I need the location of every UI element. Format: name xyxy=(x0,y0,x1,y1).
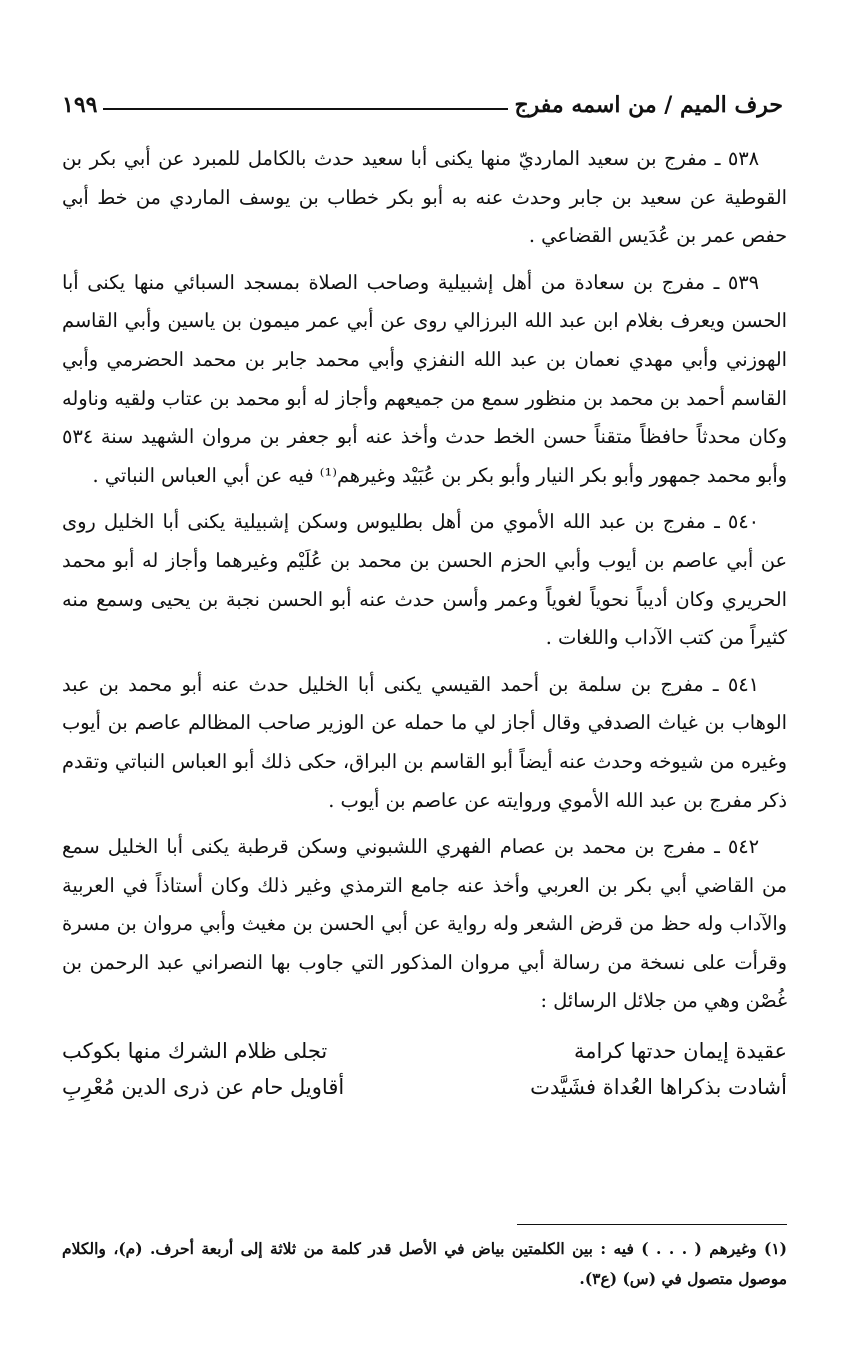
verse-line xyxy=(62,1033,787,1069)
entry-text: ـ مفرج بن سلمة بن أحمد القيسي يكنى أبا الخليل حدث عنه أبو محمد بن عبد الوهاب بن غياث الصدفي وقال أجاز لي ما حمله عن الوزير صاحب المظالم عاصم بن أيوب وغيره من شيوخه وحدث عنه أيضاً أبو القاسم بن البراق، حكى ذلك أبو العباس النباتي وتقدم ذكر مفرج بن عبد الله الأموي وروايته عن عاصم بن أيوب . xyxy=(62,672,787,812)
page-number: ١٩٩ xyxy=(62,92,98,118)
verse-second-hemistich: أقاويل حام عن ذرى الدين مُعْرِبِ xyxy=(62,1075,345,1100)
footnote: (١) وغيرهم ( . . . ) فيه : بين الكلمتين بياض في الأصل قدر كلمة من ثلاثة إلى أربعة أحرف. (م)، والكلام موصول متصول في (س) (ع٣). xyxy=(62,1239,787,1288)
entry-number: ٥٣٩ xyxy=(727,270,759,294)
entry-number: ٥٤١ xyxy=(727,672,759,696)
entry-text: ـ مفرج بن سعادة من أهل إشبيلية وصاحب الصلاة بمسجد السبائي منها يكنى أبا الحسن ويعرف بغلام ابن عبد الله البرزالي روى عن أبي عمر ميمون بن ياسين وأبي القاسم الهوزني وأبي مهدي نعمان بن عبد الله النفزي وأبي محمد جابر بن محمد الحضرمي وأبي القاسم أحمد بن محمد بن منظور سمع من جميعهم وأجاز له أبو محمد بن عتاب ولقيه وناوله وكان محدثاً حافظاً متقناً حسن الخط حدث وأخذ عنه أبو جعفر بن مروان الشهيد سنة ٥٣٤ وأبو محمد جمهور وأبو بكر النيار وأبو بكر بن عُبَيْد وغيرهم⁽¹⁾ فيه عن أبي العباس النباتي . xyxy=(62,270,787,487)
footnote-separator xyxy=(517,1224,787,1225)
page-body xyxy=(62,140,787,1105)
entry-539 xyxy=(62,264,787,496)
entry-text: ـ مفرج بن محمد بن عصام الفهري اللشبوني وسكن قرطبة يكنى أبا الخليل سمع من القاضي أبي بكر بن العربي وأخذ عنه جامع الترمذي وغير ذلك وكان أستاذاً في العربية والآداب وله حظ من قرض الشعر وله رواية عن أبي الحسن بن مغيث وأبي مروان بن مسرة وقرأت على نسخة من رسالة أبي مروان المذكور التي جاوب بها النصراني عبد الرحمن بن غُصْن وهي من جلائل الرسائل : xyxy=(62,835,787,1013)
entry-538 xyxy=(62,140,787,256)
header-rule xyxy=(103,108,508,110)
entry-number: ٥٤٢ xyxy=(727,835,759,859)
entry-text: ـ مفرج بن عبد الله الأموي من أهل بطليوس وسكن إشبيلية يكنى أبا الخليل روى عن أبي عاصم بن أيوب وأبي الحزم الحسن بن محمد بن عُلَيْم وغيرهما وأجاز له أبو محمد الحريري وكان أديباً نحوياً لغوياً وعمر وأسن حدث عنه أبو الحسن نجبة بن يحيى وسمع منه كثيراً من كتب الآداب واللغات . xyxy=(62,510,787,650)
entry-542 xyxy=(62,828,787,1021)
verse-first-hemistich: عقيدة إيمان حدتها كرامة xyxy=(573,1039,787,1064)
page-header xyxy=(62,84,783,120)
entry-number: ٥٤٠ xyxy=(727,510,759,534)
entry-number: ٥٣٨ xyxy=(727,147,759,170)
verse-second-hemistich: تجلى ظلام الشرك منها بكوكب xyxy=(62,1039,328,1064)
verse-line xyxy=(62,1069,787,1105)
entry-text: ـ مفرج بن سعيد المارديّ منها يكنى أبا سعيد حدث بالكامل للمبرد عن أبي بكر بن القوطية عن سعيد بن جابر وحدث عنه به أبو بكر خطاب بن يوسف الماردي من خط أبي حفص عمر بن عُدَيس القضاعي . xyxy=(62,147,787,248)
verse-first-hemistich: أشادت بذكراها العُداة فشَيَّدت xyxy=(530,1075,787,1100)
poem-verses xyxy=(62,1033,787,1105)
running-title: حرف الميم / من اسمه مفرج xyxy=(514,92,783,118)
entry-540 xyxy=(62,503,787,657)
entry-541 xyxy=(62,666,787,820)
